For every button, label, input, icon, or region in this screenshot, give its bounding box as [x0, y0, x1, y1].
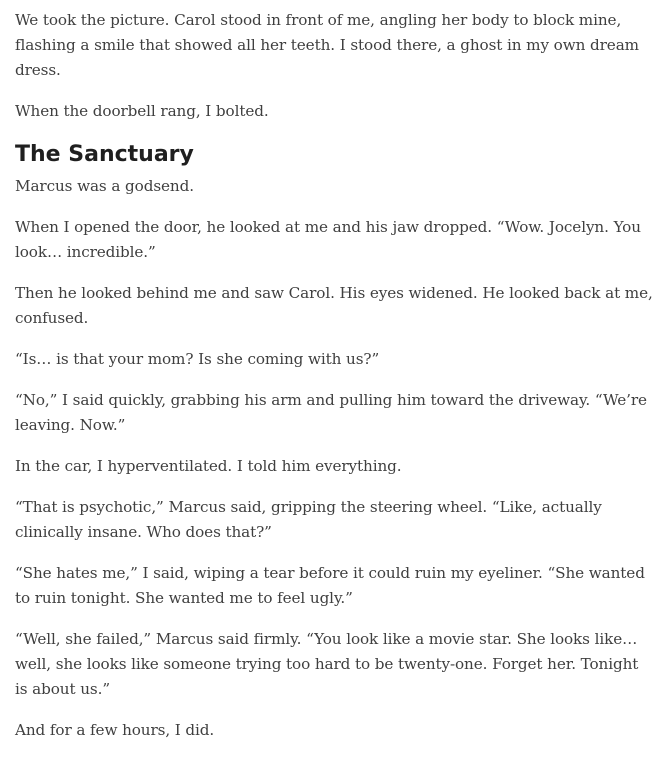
section-heading: The Sanctuary: [15, 142, 194, 167]
paragraph: Marcus was a godsend.: [15, 177, 194, 195]
article-body: [15, 8, 655, 759]
paragraph: When I opened the door, he looked at me and his jaw dropped. “Wow. Jocelyn. You look… incredible.”: [15, 218, 641, 261]
paragraph: In the car, I hyperventilated. I told him everything.: [15, 457, 402, 475]
paragraph: “Well, she failed,” Marcus said firmly. “You look like a movie star. She looks like… well, she looks like someone trying too hard to be twenty-one. Forget her. Tonight is about us.”: [15, 630, 639, 698]
paragraph: “She hates me,” I said, wiping a tear before it could ruin my eyeliner. “She wanted to ruin tonight. She wanted me to feel ugly.”: [15, 564, 645, 607]
paragraph: And for a few hours, I did.: [15, 721, 215, 739]
paragraph: We took the picture. Carol stood in front of me, angling her body to block mine, flashing a smile that showed all her teeth. I stood there, a ghost in my own dream dress.: [15, 11, 639, 79]
paragraph: When the doorbell rang, I bolted.: [15, 102, 269, 120]
paragraph: Then he looked behind me and saw Carol. His eyes widened. He looked back at me, confused.: [15, 284, 653, 327]
paragraph: “Is… is that your mom? Is she coming with us?”: [15, 350, 380, 368]
paragraph: “No,” I said quickly, grabbing his arm and pulling him toward the driveway. “We’re leaving. Now.”: [15, 391, 647, 434]
paragraph: “That is psychotic,” Marcus said, gripping the steering wheel. “Like, actually clinically insane. Who does that?”: [15, 498, 602, 541]
